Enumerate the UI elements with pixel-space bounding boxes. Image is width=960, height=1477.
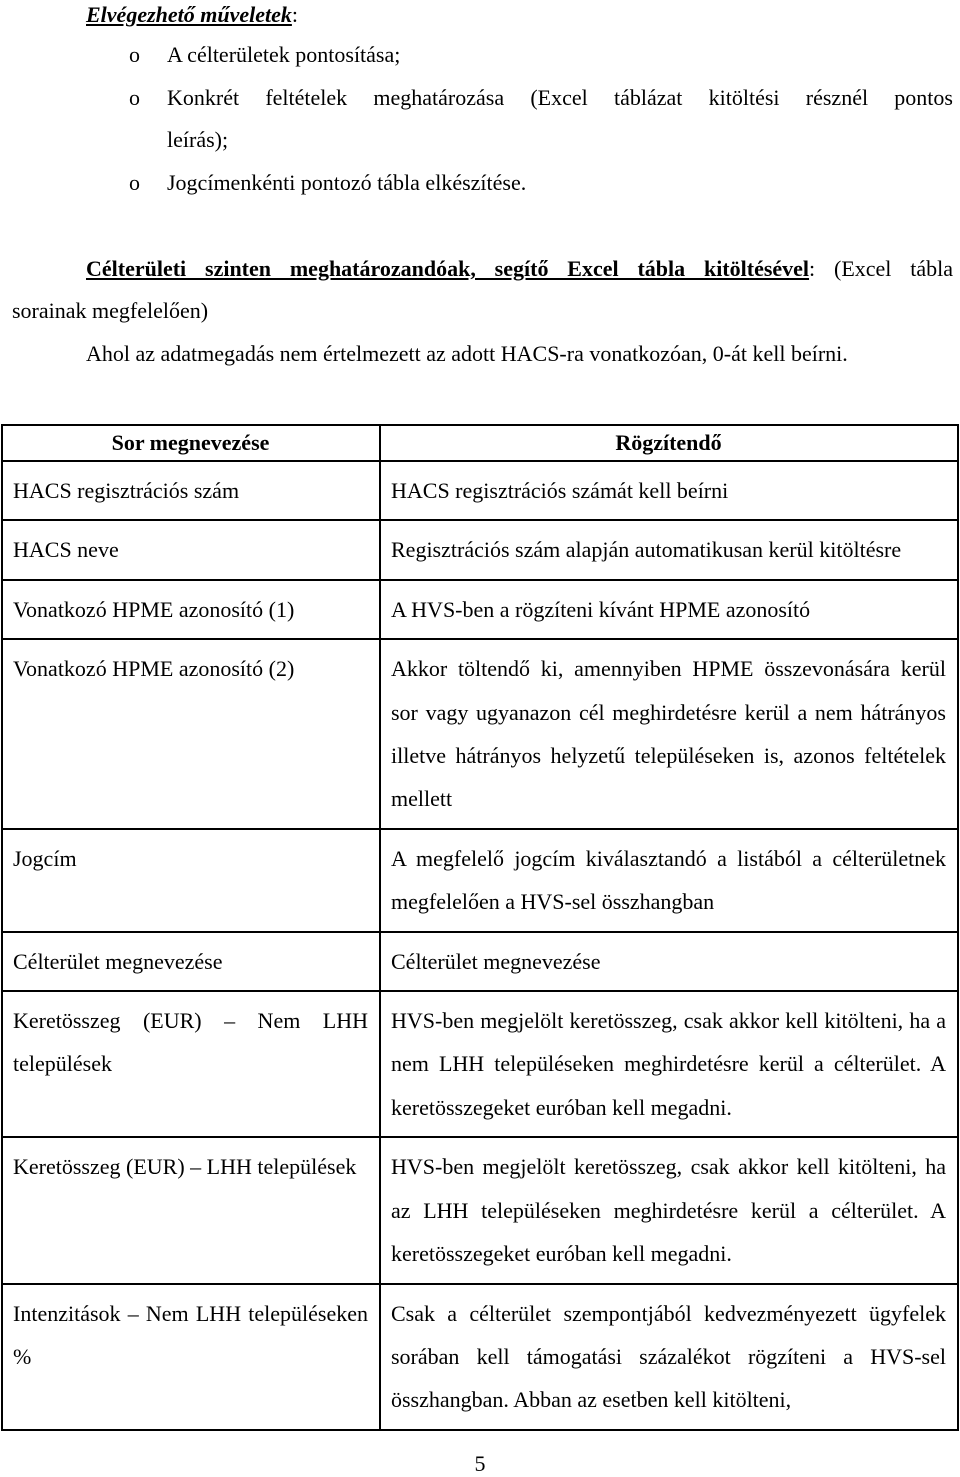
row-label: Keretösszeg (EUR) – LHH települések xyxy=(2,1137,380,1283)
row-value: HVS-ben megjelölt keretösszeg, csak akkor kell kitölteni, ha a nem LHH településeken meghirdetésre kerül a célterület. A keretösszegeket euróban kell megadni. xyxy=(380,991,958,1137)
row-label: Keretösszeg (EUR) – Nem LHH települések xyxy=(2,991,380,1137)
row-label: Jogcím xyxy=(2,829,380,932)
list-item-text: Jogcímenkénti pontozó tábla elkészítése. xyxy=(167,170,527,195)
row-label: Vonatkozó HPME azonosító (2) xyxy=(2,639,380,829)
paragraph-rest: : (Excel tábla xyxy=(809,256,953,281)
paragraph-line-1 xyxy=(86,254,953,284)
bullet-marker: o xyxy=(129,85,140,110)
row-label: HACS neve xyxy=(2,520,380,579)
list-item-text: A célterületek pontosítása; xyxy=(167,42,401,67)
row-value: HACS regisztrációs számát kell beírni xyxy=(380,461,958,520)
row-value: Csak a célterület szempontjából kedvezményezett ügyfelek sorában kell támogatási százalékot rögzíteni a HVS-sel összhangban. Abban az esetben kell kitölteni, xyxy=(380,1284,958,1430)
row-value: A HVS-ben a rögzíteni kívánt HPME azonosító xyxy=(380,580,958,639)
column-header-row-name: Sor megnevezése xyxy=(2,425,380,461)
row-label: HACS regisztrációs szám xyxy=(2,461,380,520)
section-heading-line xyxy=(86,0,298,30)
table-row xyxy=(2,639,958,829)
row-value: Regisztrációs szám alapján automatikusan kerül kitöltésre xyxy=(380,520,958,579)
paragraph-line-2: sorainak megfelelően) xyxy=(12,298,209,323)
paragraph-heading: Célterületi szinten meghatározandóak, segítő Excel tábla kitöltésével xyxy=(86,256,810,281)
table-row xyxy=(2,991,958,1137)
table-row xyxy=(2,1137,958,1283)
bullet-marker: o xyxy=(129,170,140,195)
section-heading: Elvégezhető műveletek xyxy=(86,2,292,27)
requirements-table xyxy=(1,424,959,1431)
paragraph-line-3: Ahol az adatmegadás nem értelmezett az adott HACS-ra vonatkozóan, 0-át kell beírni. xyxy=(86,341,848,366)
row-value: HVS-ben megjelölt keretösszeg, csak akkor kell kitölteni, ha az LHH településeken meghirdetésre kerül a célterület. A keretösszegeket euróban kell megadni. xyxy=(380,1137,958,1283)
table-row xyxy=(2,520,958,579)
table-row xyxy=(2,1284,958,1430)
row-label: Célterület megnevezése xyxy=(2,932,380,991)
row-label: Intenzitások – Nem LHH településeken % xyxy=(2,1284,380,1430)
table-row xyxy=(2,580,958,639)
row-label: Vonatkozó HPME azonosító (1) xyxy=(2,580,380,639)
row-value: A megfelelő jogcím kiválasztandó a listából a célterületnek megfelelően a HVS-sel összhangban xyxy=(380,829,958,932)
section-heading-colon: : xyxy=(291,2,299,27)
table-header-row xyxy=(2,425,958,461)
list-item-text: Konkrét feltételek meghatározása (Excel táblázat kitöltési résznél pontos xyxy=(167,85,953,110)
table-row xyxy=(2,932,958,991)
table-row xyxy=(2,829,958,932)
table-row xyxy=(2,461,958,520)
row-value: Célterület megnevezése xyxy=(380,932,958,991)
page-number: 5 xyxy=(474,1451,486,1476)
column-header-record: Rögzítendő xyxy=(380,425,958,461)
row-value: Akkor töltendő ki, amennyiben HPME összevonására kerül sor vagy ugyanazon cél meghirdetésre kerül a nem hátrányos illetve hátrányos helyzetű településeken is, azonos feltételek mellett xyxy=(380,639,958,829)
bullet-marker: o xyxy=(129,42,140,67)
list-item-continuation: leírás); xyxy=(167,127,229,152)
